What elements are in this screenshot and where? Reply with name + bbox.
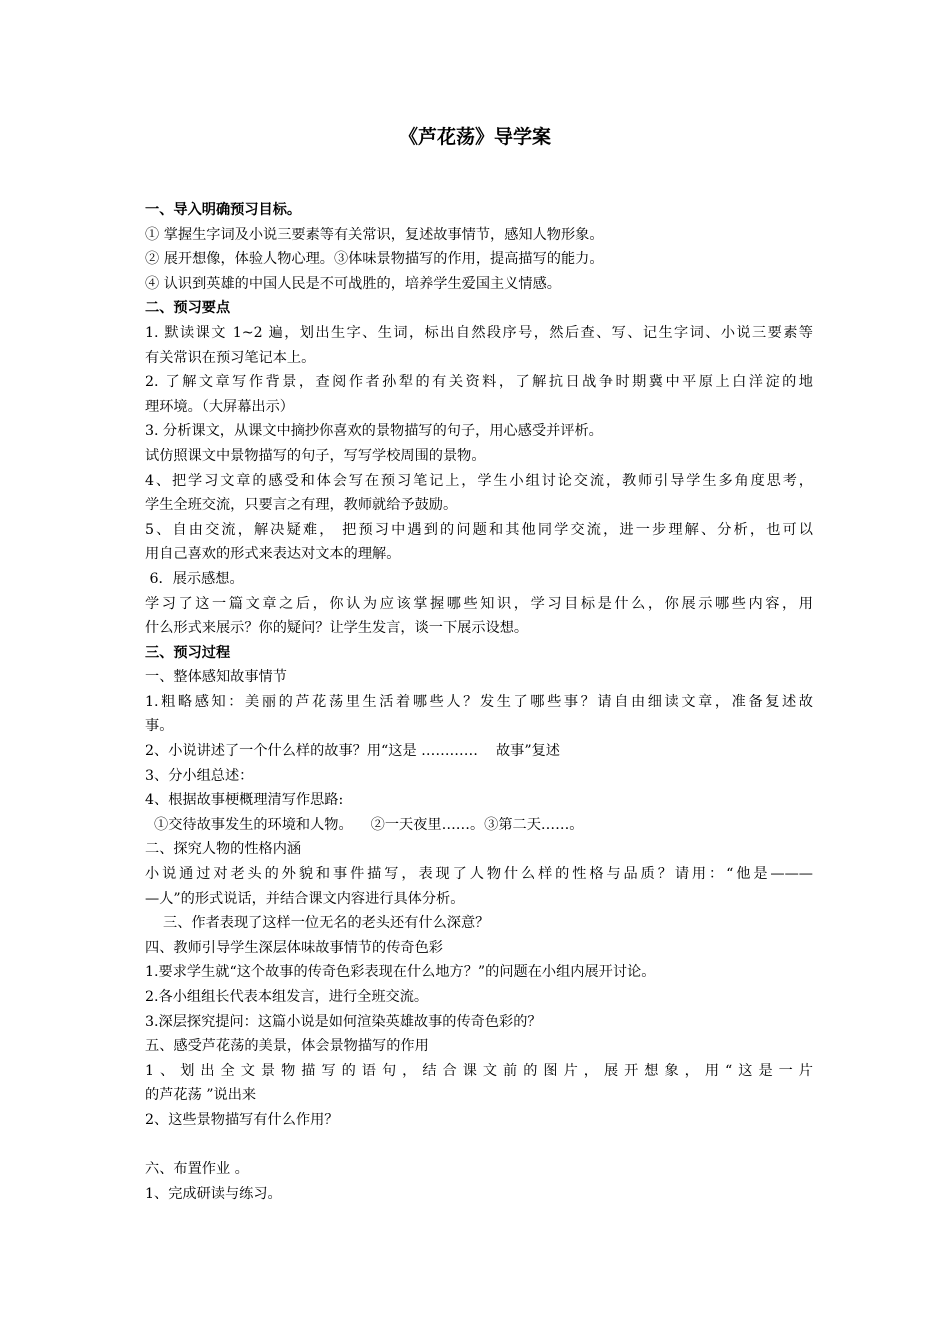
section-heading: 二、预习要点 xyxy=(145,300,231,317)
text-line: —人”的形式说话，并结合课文内容进行具体分析。 xyxy=(145,890,465,907)
text-line xyxy=(145,1133,813,1158)
text-line: 试仿照课文中景物描写的句子，写写学校周围的景物。 xyxy=(145,447,486,464)
text-line: 4、根据故事梗概理清写作思路: xyxy=(145,792,344,809)
text-line: 1.要求学生就“这个故事的传奇色彩表现在什么地方？”的问题在小组内展开讨论。 xyxy=(145,964,656,981)
text-line: 三、作者表现了这样一位无名的老头还有什么深意？ xyxy=(145,915,490,932)
document-title: 《芦花荡》导学案 xyxy=(398,126,551,148)
text-line: 1、完成研读与练习。 xyxy=(145,1185,282,1202)
text-line: 6．展示感想。 xyxy=(145,570,244,587)
text-line: 2.各小组组长代表本组发言，进行全班交流。 xyxy=(145,989,429,1005)
text-line: 小说通过对老头的外貌和事件描写，表现了人物什么样的性格与品质？请用：“他是——— xyxy=(145,866,813,883)
text-line: 2、小说讲述了一个什么样的故事？用“这是 ………… 故事”复述 xyxy=(145,743,560,760)
text-line: 3. 分析课文，从课文中摘抄你喜欢的景物描写的句子，用心感受并评析。 xyxy=(145,423,603,440)
text-line: 五、感受芦花荡的美景，体会景物描写的作用 xyxy=(145,1038,429,1055)
text-line: 一、整体感知故事情节 xyxy=(145,669,287,686)
text-line: 3、分小组总述： xyxy=(145,767,254,784)
text-line: 的芦花荡 ”说出来 xyxy=(145,1087,257,1104)
text-line: ② 展开想像，体验人物心理。③体味景物描写的作用，提高描写的能力。 xyxy=(145,251,604,268)
text-line: 六、布置作业 。 xyxy=(145,1161,249,1178)
text-line: 四、教师引导学生深层体味故事情节的传奇色彩 xyxy=(145,939,443,956)
section-heading: 三、预习过程 xyxy=(145,644,231,661)
section-heading: 一、导入明确预习目标。 xyxy=(145,202,302,218)
text-line: 有关常识在预习笔记本上。 xyxy=(145,349,316,366)
text-line: 2. 了解文章写作背景，查阅作者孙犁的有关资料，了解抗日战争时期冀中平原上白洋淀的地 xyxy=(145,374,813,391)
text-line: 用自己喜欢的形式来表达对文本的理解。 xyxy=(145,546,401,563)
text-line: 什么形式来展示？你的疑问？让学生发言，谈一下展示设想。 xyxy=(145,620,529,637)
text-line: ①交待故事发生的环境和人物。 ②一天夜里……。③第二天……。 xyxy=(145,816,584,833)
document-body xyxy=(145,198,813,1206)
text-line: 4、把学习文章的感受和体会写在预习笔记上，学生小组讨论交流，教师引导学生多角度思考， xyxy=(145,472,813,489)
text-line: ④ 认识到英雄的中国人民是不可战胜的，培养学生爱国主义情感。 xyxy=(145,275,561,292)
text-line: 学生全班交流，只要言之有理，教师就给予鼓励。 xyxy=(145,497,458,514)
text-line: 二、探究人物的性格内涵 xyxy=(145,841,302,858)
text-line: ① 掌握生字词及小说三要素等有关常识，复述故事情节，感知人物形象。 xyxy=(145,226,604,243)
text-line: 学习了这一篇文章之后，你认为应该掌握哪些知识，学习目标是什么，你展示哪些内容，用 xyxy=(145,595,813,612)
text-line: 1. 默读课文 1~2 遍，划出生字、生词，标出自然段序号，然后查、写、记生字词、小说三要素等 xyxy=(145,324,813,341)
text-line: 3.深层探究提问：这篇小说是如何渲染英雄故事的传奇色彩的？ xyxy=(145,1013,542,1030)
text-line: 1.粗略感知：美丽的芦花荡里生活着哪些人？发生了哪些事？请自由细读文章，准备复述故 xyxy=(145,693,813,710)
text-line: 事。 xyxy=(145,718,174,735)
text-line: 2、这些景物描写有什么作用？ xyxy=(145,1111,339,1128)
text-line: 理环境。（大屏幕出示） xyxy=(145,398,294,415)
text-line: 5、自由交流，解决疑难， 把预习中遇到的问题和其他同学交流，进一步理解、分析，也可以 xyxy=(145,521,813,538)
text-line: 1、划出全文景物描写的语句，结合课文前的图片，展开想象，用“这是一片 xyxy=(145,1062,813,1079)
